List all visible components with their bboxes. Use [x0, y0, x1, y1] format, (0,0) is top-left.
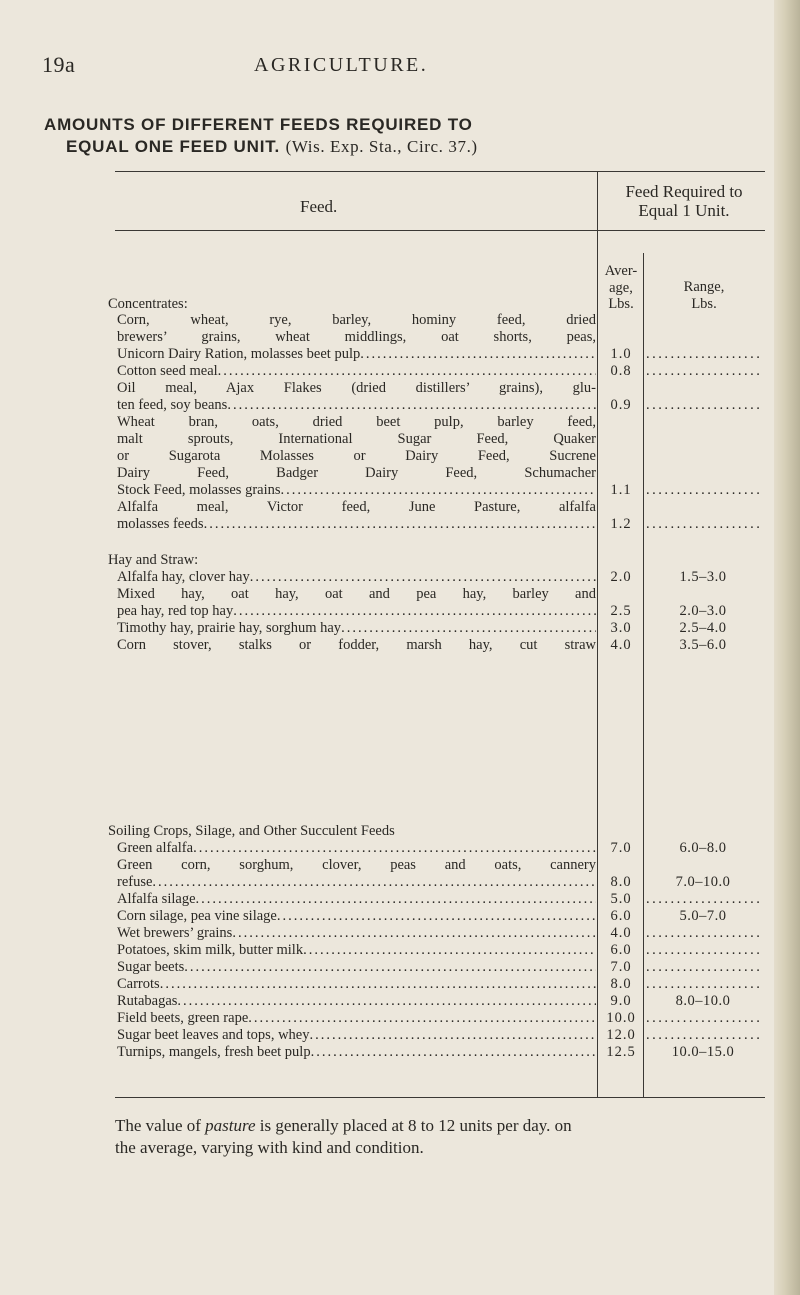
leader-dots	[277, 908, 596, 925]
table-row	[0, 840, 800, 857]
range-value: 3.5–6.0	[679, 637, 727, 653]
feed-name-text: Alfalfa hay, clover hay	[117, 569, 250, 585]
feed-name	[117, 363, 596, 380]
leader-dots	[193, 840, 596, 857]
table-row	[0, 448, 800, 465]
range-leader-dots	[646, 1010, 760, 1027]
range-leader-dots	[646, 397, 760, 414]
section-heading-soiling	[0, 823, 800, 840]
range-leader-dots	[646, 942, 760, 959]
feed-name	[117, 976, 596, 993]
table-row	[0, 482, 800, 499]
feed-name-text: Green alfalfa	[117, 840, 194, 856]
feed-name: Corn, wheat, rye, barley, hominy feed, dried	[117, 312, 596, 328]
range-leader-dots	[646, 925, 760, 942]
leader-dots	[233, 603, 596, 620]
leader-dots	[232, 925, 596, 942]
table-row	[0, 891, 800, 908]
table-title-line2-text: EQUAL ONE FEED UNIT.	[66, 137, 281, 156]
average-value: 1.0	[610, 346, 632, 362]
feed-name-text: Rutabagas	[117, 993, 178, 1009]
feed-name-text: refuse	[117, 874, 153, 890]
feed-name-text: pea hay, red top hay	[117, 603, 234, 619]
average-value: 8.0	[610, 976, 632, 992]
leader-dots	[311, 1044, 596, 1061]
feed-name	[117, 516, 596, 533]
table-row	[0, 346, 800, 363]
average-value: 12.0	[606, 1027, 636, 1043]
table-row	[0, 329, 800, 346]
feed-name	[117, 1044, 596, 1061]
feed-name	[117, 891, 596, 908]
range-leader-dots	[646, 482, 760, 499]
range-value: 2.0–3.0	[679, 603, 727, 619]
feed-name-text: Alfalfa silage	[117, 891, 196, 907]
feed-name-text: Field beets, green rape	[117, 1010, 249, 1026]
range-value: 8.0–10.0	[675, 993, 731, 1009]
average-value: 0.8	[610, 363, 632, 379]
table-row	[0, 959, 800, 976]
range-leader-dots	[646, 976, 760, 993]
feed-name	[117, 908, 596, 925]
column-header-required	[604, 182, 764, 220]
page-number: 19a	[42, 52, 76, 77]
column-header-average-line3: Lbs.	[608, 296, 634, 312]
range-leader-dots	[646, 959, 760, 976]
table-top-rule	[115, 171, 765, 172]
footnote-line2: the average, varying with kind and condition.	[115, 1138, 424, 1157]
feed-name-text: Sugar beet leaves and tops, whey	[117, 1027, 310, 1043]
table-bottom-rule	[115, 1097, 765, 1098]
feed-name	[117, 482, 596, 499]
column-header-average-line2: age,	[609, 279, 633, 296]
section-heading-concentrates	[0, 296, 800, 313]
feed-name	[117, 569, 596, 586]
feed-name-text: Timothy hay, prairie hay, sorghum hay	[117, 620, 342, 636]
feed-name	[117, 1010, 596, 1027]
range-leader-dots	[646, 891, 760, 908]
feed-name: Oil meal, Ajax Flakes (dried distillers’ grains), glu-	[117, 380, 596, 396]
feed-name-text: molasses feeds	[117, 516, 204, 532]
table-row	[0, 1010, 800, 1027]
feed-name-text: Stock Feed, molasses grains	[117, 482, 281, 498]
section-title: Hay and Straw:	[108, 552, 199, 568]
table-title-line1: AMOUNTS OF DIFFERENT FEEDS REQUIRED TO	[44, 115, 473, 134]
feed-name	[117, 874, 596, 891]
feed-name: Green corn, sorghum, clover, peas and oats, cannery	[117, 857, 596, 873]
table-row	[0, 993, 800, 1010]
range-leader-dots	[646, 516, 760, 533]
table-row	[0, 312, 800, 329]
leader-dots	[360, 346, 596, 363]
average-value: 8.0	[610, 874, 632, 890]
table-row	[0, 516, 800, 533]
feed-name: Mixed hay, oat hay, oat and pea hay, barley and	[117, 586, 596, 602]
leader-dots	[227, 397, 596, 414]
feed-name	[117, 1027, 596, 1044]
leader-dots	[250, 569, 596, 586]
table-row	[0, 465, 800, 482]
column-header-feed: Feed.	[300, 197, 338, 216]
feed-name-text: Turnips, mangels, fresh beet pulp	[117, 1044, 311, 1060]
column-header-range-line1: Range,	[683, 279, 725, 295]
average-value: 0.9	[610, 397, 632, 413]
leader-dots	[218, 363, 596, 380]
average-value: 10.0	[606, 1010, 636, 1026]
table-row	[0, 499, 800, 516]
feed-name	[117, 993, 596, 1010]
average-value: 12.5	[606, 1044, 636, 1060]
feed-name	[117, 346, 596, 363]
column-header-range-line2: Lbs.	[691, 295, 717, 312]
leader-dots	[160, 976, 596, 993]
table-source: (Wis. Exp. Sta., Circ. 37.)	[285, 137, 478, 156]
running-head	[42, 52, 742, 82]
range-value: 6.0–8.0	[679, 840, 727, 856]
table-row	[0, 380, 800, 397]
table-row	[0, 1044, 800, 1061]
feed-name: Wheat bran, oats, dried beet pulp, barley feed,	[117, 414, 596, 430]
feed-name: Corn stover, stalks or fodder, marsh hay, cut straw	[117, 637, 596, 653]
table-row	[0, 976, 800, 993]
leader-dots	[177, 993, 596, 1010]
average-value: 2.0	[610, 569, 632, 585]
leader-dots	[303, 942, 596, 959]
average-value: 1.1	[610, 482, 632, 498]
average-value: 6.0	[610, 942, 632, 958]
feed-name: malt sprouts, International Sugar Feed, Quaker	[117, 431, 596, 447]
range-value: 10.0–15.0	[671, 1044, 735, 1060]
footnote-part1: The value of	[115, 1116, 206, 1135]
leader-dots	[152, 874, 596, 891]
average-value: 5.0	[610, 891, 632, 907]
range-leader-dots	[646, 363, 760, 380]
leader-dots	[184, 959, 596, 976]
table-row	[0, 431, 800, 448]
average-value: 2.5	[610, 603, 632, 619]
range-value: 1.5–3.0	[679, 569, 727, 585]
feed-name-text: ten feed, soy beans	[117, 397, 228, 413]
column-header-average-line1: Aver-	[604, 263, 638, 279]
table-row	[0, 586, 800, 603]
average-value: 7.0	[610, 840, 632, 856]
feed-name: Alfalfa meal, Victor feed, June Pasture, alfalfa	[117, 499, 596, 515]
average-value: 9.0	[610, 993, 632, 1009]
feed-name	[117, 942, 596, 959]
section-heading-hay	[0, 552, 800, 569]
average-value: 3.0	[610, 620, 632, 636]
running-title: AGRICULTURE.	[254, 54, 429, 76]
feed-name	[117, 840, 596, 857]
range-leader-dots	[646, 1027, 760, 1044]
footnote-part2: is generally placed at 8 to 12 units per day. on	[255, 1116, 572, 1135]
feed-name	[117, 620, 596, 637]
average-value: 6.0	[610, 908, 632, 924]
average-value: 7.0	[610, 959, 632, 975]
leader-dots	[196, 891, 596, 908]
section-title: Soiling Crops, Silage, and Other Succulent Feeds	[108, 823, 395, 839]
table-row	[0, 363, 800, 380]
range-value: 5.0–7.0	[679, 908, 727, 924]
table-title-line2	[44, 136, 764, 158]
table-row	[0, 603, 800, 620]
table-row	[0, 414, 800, 431]
section-title: Concentrates:	[108, 296, 188, 312]
range-value: 2.5–4.0	[679, 620, 727, 636]
feed-name: or Sugarota Molasses or Dairy Feed, Sucrene	[117, 448, 596, 464]
feed-name-text: Wet brewers’ grains	[117, 925, 233, 941]
table-title	[44, 114, 764, 158]
table-row	[0, 637, 800, 654]
table-row	[0, 942, 800, 959]
column-header-required-line1: Feed Required to	[625, 182, 743, 201]
table-row	[0, 397, 800, 414]
range-leader-dots	[646, 346, 760, 363]
feed-name-text: Sugar beets	[117, 959, 185, 975]
table-row	[0, 620, 800, 637]
average-value: 4.0	[610, 925, 632, 941]
feed-name-text: Potatoes, skim milk, butter milk	[117, 942, 304, 958]
table-header-rule	[115, 230, 765, 231]
feed-name: brewers’ grains, wheat middlings, oat shorts, peas,	[117, 329, 596, 345]
average-value: 4.0	[610, 637, 632, 653]
feed-name-text: Unicorn Dairy Ration, molasses beet pulp	[117, 346, 361, 362]
feed-name	[117, 603, 596, 620]
leader-dots	[281, 482, 596, 499]
column-header-required-line2: Equal 1 Unit.	[638, 201, 730, 220]
table-row	[0, 569, 800, 586]
footnote	[115, 1115, 765, 1159]
average-value: 1.2	[610, 516, 632, 532]
leader-dots	[309, 1027, 596, 1044]
feed-name: Dairy Feed, Badger Dairy Feed, Schumacher	[117, 465, 596, 481]
table-row	[0, 908, 800, 925]
leader-dots	[341, 620, 596, 637]
footnote-emphasis: pasture	[205, 1116, 256, 1135]
table-row	[0, 1027, 800, 1044]
feed-name-text: Cotton seed meal	[117, 363, 218, 379]
feed-name	[117, 959, 596, 976]
table-row	[0, 874, 800, 891]
feed-name-text: Carrots	[117, 976, 160, 992]
range-value: 7.0–10.0	[675, 874, 731, 890]
table-row	[0, 857, 800, 874]
leader-dots	[248, 1010, 596, 1027]
leader-dots	[204, 516, 596, 533]
table-row	[0, 925, 800, 942]
feed-name	[117, 925, 596, 942]
feed-name	[117, 397, 596, 414]
feed-name-text: Corn silage, pea vine silage	[117, 908, 277, 924]
